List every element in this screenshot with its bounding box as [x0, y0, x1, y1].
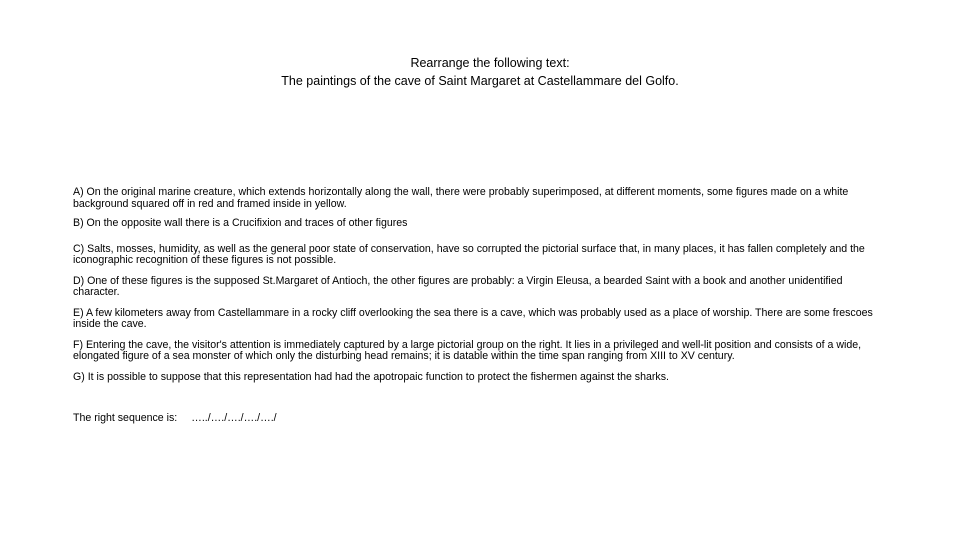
- paragraph-a: A) On the original marine creature, which extends horizontally along the wall, there were probably superimposed, at different moments, some figures made on a white background squared off in red and framed inside in yellow.: [73, 186, 849, 210]
- paragraph-c: C) Salts, mosses, humidity, as well as the general poor state of conservation, have so corrupted the pictorial surface that, in many places, it has fallen completely and the iconographic recognition of these figures is not possible.: [73, 242, 865, 266]
- answer-line: [73, 412, 885, 424]
- paragraph-g: G) It is possible to suppose that this representation had had the apotropaic function to protect the fishermen against the sharks.: [73, 370, 669, 383]
- title-line-2: The paintings of the cave of Saint Margaret at Castellammare del Golfo.: [281, 74, 679, 88]
- paragraph-e: E) A few kilometers away from Castellammare in a rocky cliff overlooking the sea there is a cave, which was probably used as a place of worship. There are some frescoes inside the cave.: [73, 306, 873, 330]
- paragraph-b: B) On the opposite wall there is a Crucifixion and traces of other figures: [73, 217, 408, 229]
- slide-title: [0, 54, 960, 90]
- answer-label: The right sequence is:: [73, 412, 178, 424]
- paragraph-d: D) One of these figures is the supposed St.Margaret of Antioch, the other figures are probably: a Virgin Eleusa, a bearded Saint with a book and another unidentified character.: [73, 274, 843, 298]
- title-line-1: Rearrange the following text:: [410, 56, 570, 70]
- answer-blank: …../…./…./…./…./: [191, 412, 277, 424]
- paragraph-f: F) Entering the cave, the visitor's attention is immediately captured by a large pictorial group on the right. It lies in a privileged and well-lit position and consists of a wide, elongated figure of a sea monster of which only the disturbing head remains; it is datable within the time span ranging from XIII to XV century.: [73, 338, 862, 362]
- paragraph-list: [73, 187, 885, 424]
